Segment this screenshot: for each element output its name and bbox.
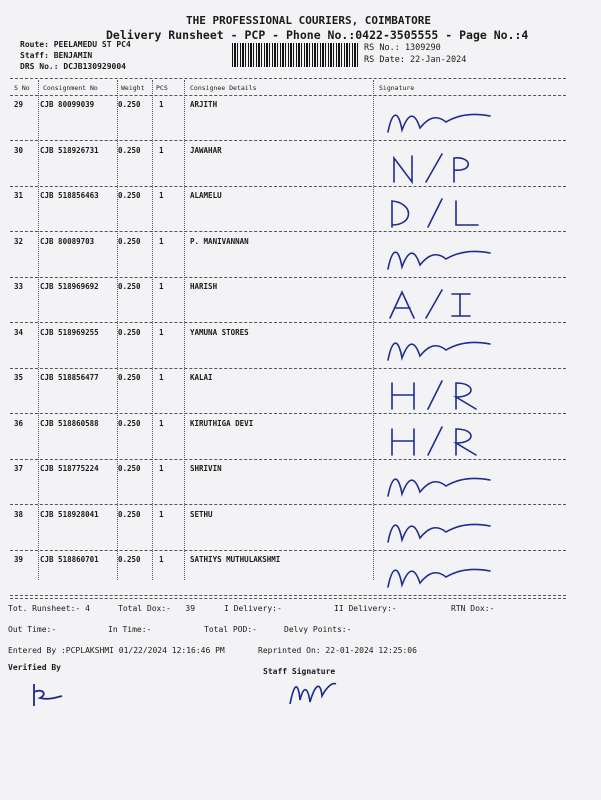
- barcode: [232, 43, 359, 67]
- consignment-cell: CJB 518926731: [40, 145, 99, 155]
- row-rule: [10, 231, 566, 232]
- sno-cell: 30: [14, 145, 24, 155]
- rtn-dox: RTN Dox:-: [451, 604, 495, 613]
- verified-by-label: Verified By: [8, 663, 61, 672]
- total-dox: Total Dox:- 39: [118, 604, 196, 613]
- sno-cell: 33: [14, 282, 24, 291]
- pcs-cell: 1: [159, 373, 164, 382]
- header-rule-top: [10, 78, 566, 79]
- recipient-signature: [380, 330, 540, 370]
- table-row: [0, 100, 601, 145]
- consignee-cell: HARISH: [190, 282, 218, 291]
- table-row: [0, 419, 601, 464]
- sno-cell: 32: [14, 236, 24, 246]
- pcs-cell: 1: [159, 282, 164, 291]
- sno-cell: 35: [14, 373, 24, 382]
- sno-cell: 38: [14, 509, 24, 519]
- i-delivery: I Delivery:-: [224, 604, 282, 613]
- row-rule: [10, 595, 566, 596]
- row-rule: [10, 459, 566, 460]
- weight-cell: 0.250: [118, 191, 141, 200]
- out-time: Out Time:-: [8, 625, 57, 634]
- entered-by: Entered By :PCPLAKSHMI 01/22/2024 12:16:46 PM: [8, 646, 225, 655]
- staff-signature: [286, 674, 342, 710]
- consignment-cell: CJB 518860701: [40, 555, 99, 564]
- sno-cell: 31: [14, 191, 24, 200]
- company-title: THE PROFESSIONAL COURIERS, COIMBATORE: [186, 14, 432, 27]
- rs-date: RS Date: 22-Jan-2024: [364, 55, 467, 65]
- consignment-cell: CJB 518969692: [40, 282, 99, 291]
- sno-cell: 39: [14, 555, 24, 564]
- row-rule: [10, 277, 566, 278]
- totals-rule: [10, 598, 566, 599]
- consignee-cell: YAMUNA STORES: [190, 327, 249, 337]
- recipient-signature: [380, 421, 540, 461]
- row-rule: [10, 186, 566, 187]
- weight-cell: 0.250: [118, 100, 141, 109]
- table-row: [0, 146, 601, 191]
- ii-delivery: II Delivery:-: [334, 604, 397, 613]
- table-row: [0, 328, 601, 373]
- reprinted-on: Reprinted On: 22-01-2024 12:25:06: [258, 646, 417, 655]
- recipient-signature: [380, 102, 540, 142]
- consignment-cell: CJB 80099039: [40, 100, 95, 109]
- weight-cell: 0.250: [118, 236, 141, 246]
- header-rule-bottom: [10, 95, 566, 96]
- consignee-cell: KIRUTHIGA DEVI: [190, 418, 254, 428]
- recipient-signature: [380, 466, 540, 506]
- total-pod: Total POD:-: [204, 625, 257, 634]
- pcs-cell: 1: [159, 555, 164, 564]
- recipient-signature: [380, 193, 540, 233]
- col-sno: S No: [14, 84, 30, 92]
- delvy-points: Delvy Points:-: [284, 625, 352, 634]
- weight-cell: 0.250: [118, 509, 141, 519]
- consignee-cell: SATHIYS MUTHULAKSHMI: [190, 555, 281, 564]
- rs-number: RS No.: 1309290: [364, 43, 441, 53]
- sno-cell: 34: [14, 327, 24, 337]
- total-runsheet: Tot. Runsheet:- 4: [8, 604, 90, 613]
- weight-cell: 0.250: [118, 418, 141, 428]
- pcs-cell: 1: [159, 145, 164, 155]
- recipient-signature: [380, 239, 540, 279]
- consignment-cell: CJB 518860588: [40, 418, 99, 428]
- pcs-cell: 1: [159, 327, 164, 337]
- col-consignment: Consignment No: [43, 84, 98, 92]
- weight-cell: 0.250: [118, 464, 141, 473]
- recipient-signature: [380, 148, 540, 188]
- pcs-cell: 1: [159, 191, 164, 200]
- table-row: [0, 191, 601, 236]
- staff-label: Staff: BENJAMIN: [20, 51, 93, 60]
- pcs-cell: 1: [159, 236, 164, 246]
- route-label: Route: PEELAMEDU ST PC4: [20, 40, 131, 49]
- sno-cell: 36: [14, 418, 24, 428]
- col-pcs: PCS: [156, 84, 168, 92]
- consignment-cell: CJB 518856463: [40, 191, 99, 200]
- weight-cell: 0.250: [118, 145, 141, 155]
- col-weight: Weight: [121, 84, 145, 92]
- consignee-cell: ALAMELU: [190, 191, 222, 200]
- consignee-cell: SETHU: [190, 509, 213, 519]
- recipient-signature: [380, 512, 540, 552]
- col-signature: Signature: [379, 84, 415, 92]
- consignee-cell: KALAI: [190, 373, 213, 382]
- consignee-cell: P. MANIVANNAN: [190, 236, 249, 246]
- runsheet-title: Delivery Runsheet - PCP - Phone No.:0422-3505555 - Page No.:4: [106, 28, 529, 42]
- sno-cell: 37: [14, 464, 24, 473]
- table-row: [0, 555, 601, 600]
- in-time: In Time:-: [108, 625, 152, 634]
- row-rule: [10, 368, 566, 369]
- row-rule: [10, 140, 566, 141]
- table-row: [0, 237, 601, 282]
- consignment-cell: CJB 518775224: [40, 464, 99, 473]
- pcs-cell: 1: [159, 100, 164, 109]
- weight-cell: 0.250: [118, 555, 141, 564]
- row-rule: [10, 504, 566, 505]
- staff-signature-label: Staff Signature: [263, 667, 336, 676]
- weight-cell: 0.250: [118, 282, 141, 291]
- pcs-cell: 1: [159, 418, 164, 428]
- sno-cell: 29: [14, 100, 24, 109]
- drs-label: DRS No.: DCJB130929004: [20, 62, 126, 71]
- consignee-cell: ARJITH: [190, 100, 218, 109]
- pcs-cell: 1: [159, 509, 164, 519]
- table-row: [0, 510, 601, 555]
- consignee-cell: JAWAHAR: [190, 145, 222, 155]
- verified-signature: [28, 680, 68, 710]
- recipient-signature: [380, 375, 540, 415]
- consignment-cell: CJB 80089703: [40, 236, 95, 246]
- consignment-cell: CJB 518969255: [40, 327, 99, 337]
- recipient-signature: [380, 557, 540, 597]
- table-row: [0, 464, 601, 509]
- col-consignee: Consignee Details: [190, 84, 257, 92]
- table-row: [0, 282, 601, 327]
- row-rule: [10, 413, 566, 414]
- consignment-cell: CJB 518856477: [40, 373, 99, 382]
- pcs-cell: 1: [159, 464, 164, 473]
- row-rule: [10, 322, 566, 323]
- consignee-cell: SHRIVIN: [190, 464, 222, 473]
- consignment-cell: CJB 518928041: [40, 509, 99, 519]
- recipient-signature: [380, 284, 540, 324]
- table-row: [0, 373, 601, 418]
- row-rule: [10, 550, 566, 551]
- weight-cell: 0.250: [118, 373, 141, 382]
- weight-cell: 0.250: [118, 327, 141, 337]
